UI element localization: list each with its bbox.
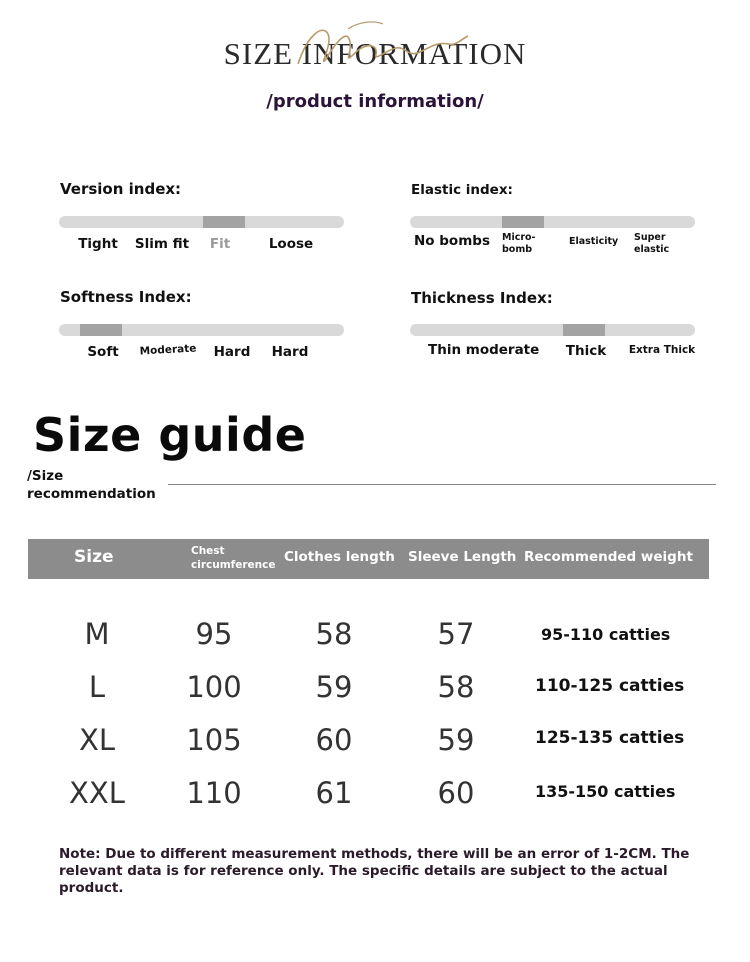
version-index-marker [203,216,245,228]
table-cell-sleeve: 58 [437,670,475,704]
table-cell-weight: 135-150 catties [535,782,676,801]
softness-label-moderate: Moderate [139,342,197,358]
table-cell-length: 61 [315,776,353,810]
table-cell-size: L [88,670,106,704]
version-index-title: Version index: [60,180,182,198]
size-guide-subtitle-line1: /Size [27,468,64,484]
thickness-index-title: Thickness Index: [411,289,553,307]
thickness-label-thick: Thick [565,343,607,359]
measurement-note: Note: Due to different measurement methods, there will be an error of 1-2CM. The relevant data is for reference only. The specific details are subject to the actual product. [59,846,690,896]
size-guide-subtitle-line2: recommendation [27,486,156,502]
version-index-bar [59,216,344,228]
size-guide-subtitle [27,467,156,503]
elastic-index-bar [410,216,695,228]
version-label-fit: Fit [209,236,231,252]
table-cell-length: 59 [315,670,353,704]
table-cell-weight: 110-125 catties [535,676,685,696]
table-cell-sleeve: 60 [437,776,475,810]
elastic-index-marker [502,216,544,228]
softness-label-hard-2: Hard [271,344,309,360]
column-header-recommended-weight: Recommended weight [524,549,693,565]
version-label-slim-fit: Slim fit [134,236,190,252]
softness-label-hard-1: Hard [213,344,251,360]
softness-index-marker [80,324,122,336]
column-header-clothes-length: Clothes length [284,549,395,565]
table-cell-chest: 105 [186,723,242,757]
table-cell-size: M [84,617,110,651]
elastic-label-micro-bomb: Micro-bomb [502,232,536,255]
column-header-size: Size [74,547,114,567]
thickness-label-extra-thick: Extra Thick [628,344,696,356]
table-cell-length: 58 [315,617,353,651]
table-cell-weight: 95-110 catties [541,625,671,644]
table-cell-size: XL [78,723,116,757]
thickness-index-marker [563,324,605,336]
script-signature-decoration [288,14,488,84]
table-cell-chest: 100 [186,670,242,704]
divider-line [168,484,716,485]
page-subtitle: /product information/ [266,91,484,112]
size-guide-title: Size guide [33,408,307,462]
table-cell-chest: 95 [195,617,233,651]
column-header-chest: Chest circumference [191,545,276,571]
softness-index-bar [59,324,344,336]
version-label-tight: Tight [78,236,118,252]
elastic-index-title: Elastic index: [411,182,513,198]
table-cell-sleeve: 57 [437,617,475,651]
thickness-index-bar [410,324,695,336]
softness-label-soft: Soft [87,344,119,360]
table-cell-size: XXL [69,776,125,810]
page-title: SIZE INFORMATION [223,36,527,71]
table-cell-weight: 125-135 catties [535,728,685,748]
softness-index-title: Softness Index: [60,288,192,306]
thickness-label-thin-moderate: Thin moderate [428,342,540,358]
elastic-label-no-bombs: No bombs [414,233,490,249]
table-cell-sleeve: 59 [437,723,475,757]
table-cell-chest: 110 [186,776,242,810]
table-cell-length: 60 [315,723,353,757]
version-label-loose: Loose [268,236,314,252]
elastic-label-elasticity: Elasticity [569,236,619,247]
column-header-sleeve-length: Sleeve Length [408,549,517,565]
elastic-label-super-elastic: Super elastic [634,232,670,255]
